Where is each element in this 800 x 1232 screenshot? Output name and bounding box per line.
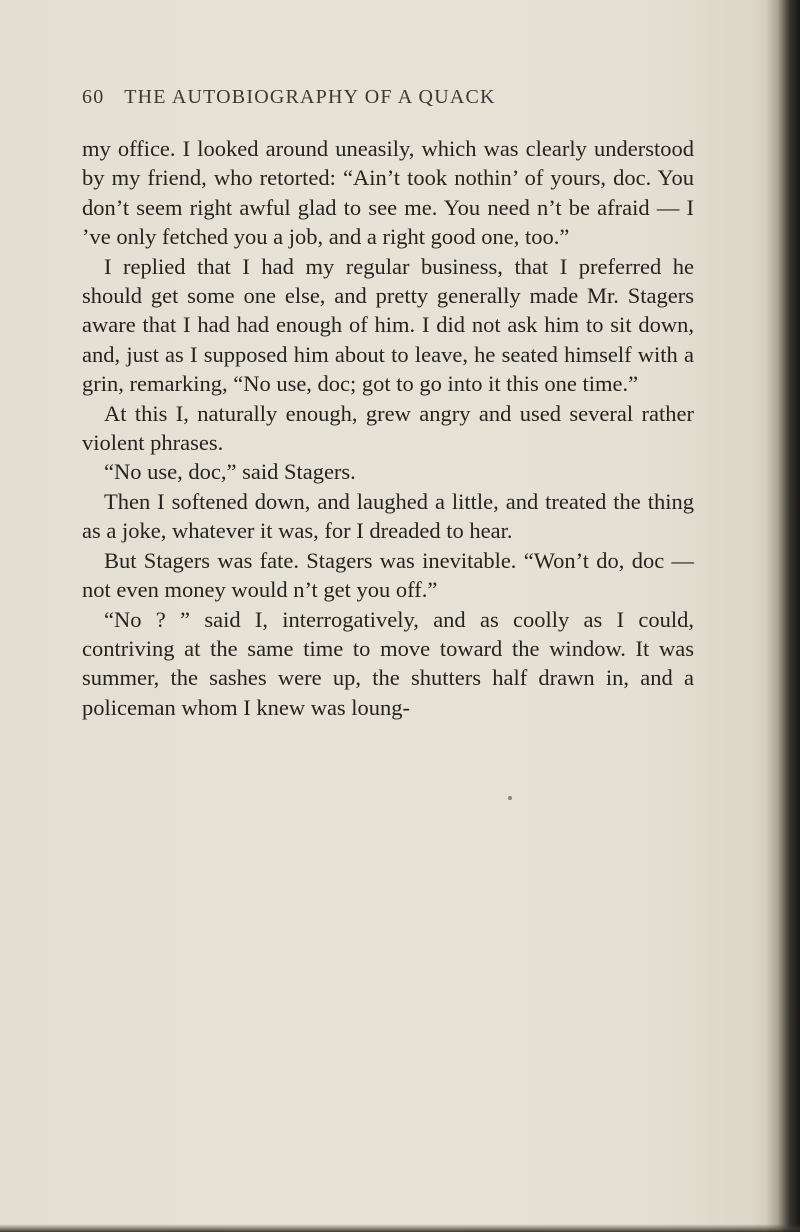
ink-speck bbox=[508, 796, 512, 800]
running-title: THE AUTOBIOGRAPHY OF A QUACK bbox=[124, 86, 496, 108]
paragraph-1: my office. I looked around uneasily, which was clearly understood by my friend, who retorted: “Ain’t took nothin’ of yours, doc. You don’t seem right awful glad to see me. You need n’t be afraid — I ’ve only fetched you a job, and a right good one, too.” bbox=[82, 136, 694, 250]
paragraph-3: At this I, naturally enough, grew angry and used several rather violent phrases. bbox=[82, 400, 694, 456]
running-head bbox=[82, 86, 722, 109]
paragraph-5: Then I softened down, and laughed a little, and treated the thing as a joke, whatever it was, for I dreaded to hear. bbox=[82, 488, 694, 544]
paragraph-6: But Stagers was fate. Stagers was inevitable. “Won’t do, doc — not even money would n’t get you off.” bbox=[82, 547, 694, 603]
paragraph-2: I replied that I had my regular business, that I preferred he should get some one else, and pretty generally made Mr. Stagers aware that I had had enough of him. I did not ask him to sit down, and, just as I supposed him about to leave, he seated himself with a grin, remarking, “No use, doc; got to go into it this one time.” bbox=[82, 253, 694, 397]
body-text bbox=[82, 134, 694, 722]
page-binding-shadow bbox=[766, 0, 800, 1232]
paragraph-7: “No ? ” said I, interrogatively, and as coolly as I could, contriving at the same time to move toward the window. It was summer, the sashes were up, the shutters half drawn in, and a policeman whom I knew was loung- bbox=[82, 606, 694, 720]
page-bottom-shadow bbox=[0, 1224, 800, 1232]
page-number: 60 bbox=[82, 86, 105, 108]
paragraph-4: “No use, doc,” said Stagers. bbox=[104, 459, 356, 485]
